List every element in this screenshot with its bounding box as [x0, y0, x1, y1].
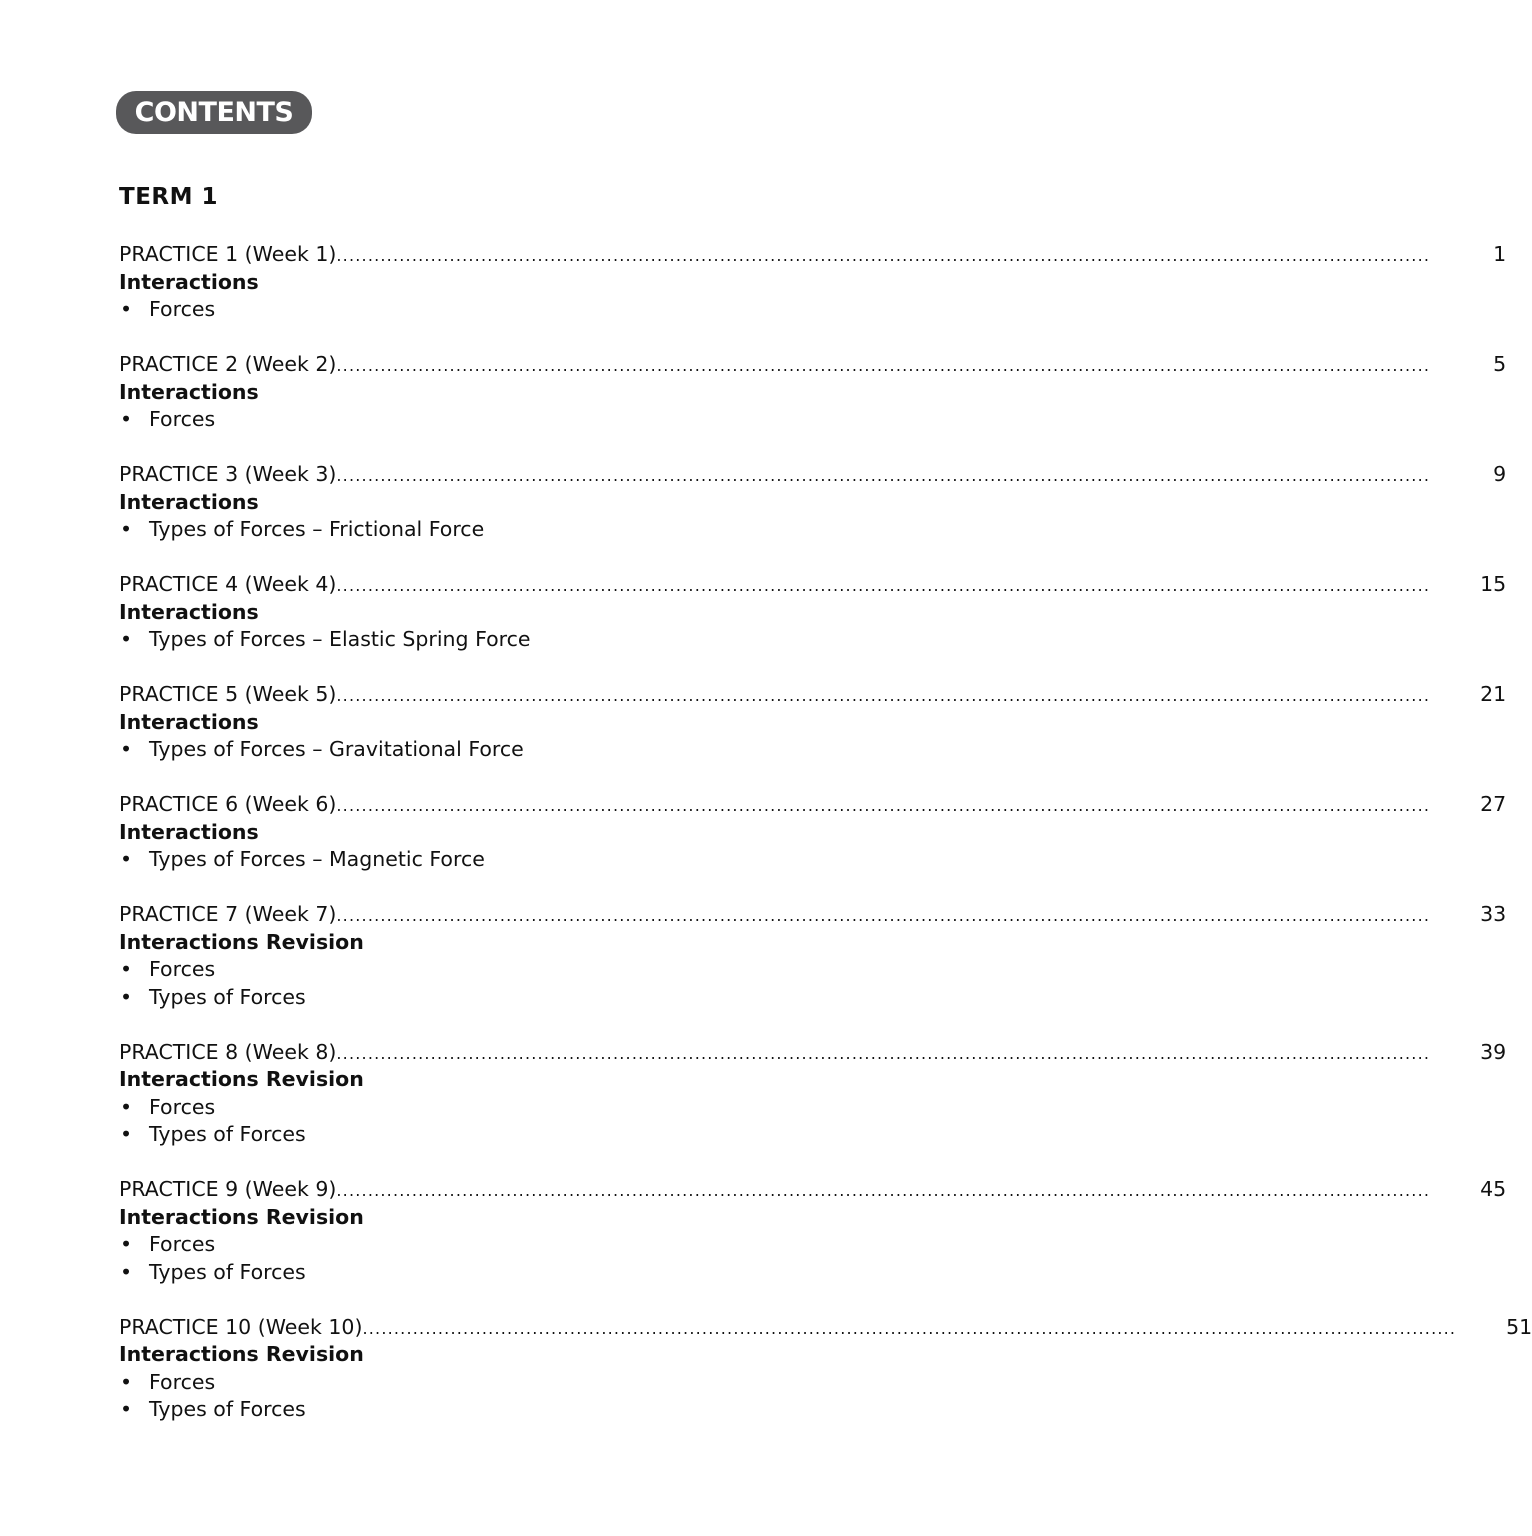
bullet-icon: • [120, 1122, 133, 1146]
toc-page-number[interactable]: 27 [1480, 792, 1507, 816]
toc-entry-title-row[interactable] [119, 1039, 1507, 1067]
dot-leader: .............................................................................................................................................................................. [336, 576, 1431, 595]
toc-entry [119, 571, 1507, 654]
toc-bullet-text: Types of Forces – Gravitational Force [149, 737, 524, 761]
dot-leader: .............................................................................................................................................................................. [336, 686, 1431, 705]
toc-bullet-item [119, 296, 996, 324]
toc-bullet-text: Types of Forces [149, 1259, 306, 1284]
toc-bullet-item [119, 1094, 996, 1122]
bullet-icon: • [120, 297, 133, 321]
toc-entry-title-row[interactable] [119, 1314, 1532, 1342]
dot-leader: .............................................................................................................................................................................. [336, 1043, 1431, 1063]
bullet-icon: • [120, 627, 133, 651]
toc-entry [119, 901, 1507, 1011]
toc-page-number[interactable]: 9 [1493, 462, 1507, 486]
toc-entry [119, 241, 1507, 324]
toc-bullet-text: Forces [149, 1094, 216, 1119]
toc-page-number[interactable]: 15 [1480, 572, 1507, 596]
toc-bullet-item [119, 1121, 996, 1149]
toc-page-number[interactable]: 5 [1493, 352, 1507, 376]
bullet-icon: • [120, 1094, 133, 1119]
toc-page-number[interactable]: 1 [1493, 242, 1507, 266]
toc-entry-title-row[interactable] [119, 241, 1507, 269]
toc-entry [119, 1039, 1507, 1149]
toc-bullet-text: Types of Forces – Magnetic Force [149, 847, 485, 871]
bullet-icon: • [120, 407, 133, 431]
toc-entry [119, 1314, 1532, 1424]
toc-entry-title[interactable]: PRACTICE 1 (Week 1) [119, 242, 337, 266]
toc-entry-title[interactable]: PRACTICE 10 (Week 10) [119, 1314, 363, 1339]
toc-entry-topic: Interactions [119, 819, 259, 844]
toc-bullet-text: Types of Forces – Frictional Force [149, 517, 485, 541]
table-of-contents [119, 241, 1532, 1451]
toc-entry-title-row[interactable] [119, 571, 1507, 599]
toc-bullet-text: Forces [149, 1232, 216, 1256]
dot-leader: .............................................................................................................................................................................. [362, 1318, 1457, 1338]
toc-bullet-text: Types of Forces [149, 1397, 306, 1421]
toc-entry-topic: Interactions [119, 709, 259, 734]
toc-bullet-item [119, 846, 996, 874]
toc-bullet-item [119, 626, 996, 654]
toc-bullet-item [119, 984, 996, 1012]
term-heading: TERM 1 [119, 184, 219, 210]
toc-page-number[interactable]: 39 [1480, 1039, 1507, 1064]
toc-entry-title-row[interactable] [119, 351, 1507, 379]
toc-bullet-item [119, 956, 996, 984]
dot-leader: .............................................................................................................................................................................. [336, 466, 1431, 485]
toc-entry [119, 351, 1507, 434]
bullet-icon: • [120, 1259, 133, 1284]
toc-entry-topic: Interactions Revision [119, 929, 364, 954]
toc-entry [119, 791, 1507, 874]
toc-bullet-item [119, 1259, 996, 1287]
toc-page-number[interactable]: 21 [1480, 682, 1507, 706]
toc-entry-topic: Interactions Revision [119, 1067, 364, 1091]
toc-entry-title[interactable]: PRACTICE 5 (Week 5) [119, 682, 337, 706]
toc-entry [119, 681, 1507, 764]
toc-bullet-item [119, 406, 996, 434]
toc-entry-title[interactable]: PRACTICE 6 (Week 6) [119, 792, 337, 816]
toc-entry-title-row[interactable] [119, 681, 1507, 709]
toc-bullet-item [119, 736, 996, 764]
toc-bullet-item [119, 1396, 996, 1424]
toc-bullet-item [119, 1369, 996, 1397]
contents-badge: CONTENTS [116, 91, 312, 134]
toc-bullet-text: Forces [149, 1369, 216, 1394]
toc-bullet-text: Types of Forces [149, 1122, 306, 1146]
toc-entry-title[interactable]: PRACTICE 2 (Week 2) [119, 352, 337, 376]
bullet-icon: • [120, 847, 133, 871]
toc-page-number[interactable]: 45 [1480, 1177, 1507, 1201]
toc-bullet-text: Forces [149, 957, 216, 981]
dot-leader: .............................................................................................................................................................................. [336, 246, 1431, 265]
bullet-icon: • [120, 517, 133, 541]
toc-entry-topic: Interactions [119, 599, 259, 624]
toc-entry-topic: Interactions [119, 489, 259, 514]
toc-entry-title[interactable]: PRACTICE 7 (Week 7) [119, 902, 337, 926]
bullet-icon: • [120, 1397, 133, 1421]
toc-bullet-item [119, 516, 996, 544]
toc-page-number[interactable]: 33 [1480, 902, 1507, 926]
dot-leader: .............................................................................................................................................................................. [336, 1181, 1431, 1200]
toc-entry-title[interactable]: PRACTICE 4 (Week 4) [119, 572, 337, 596]
bullet-icon: • [120, 1369, 133, 1394]
toc-entry-topic: Interactions Revision [119, 1204, 364, 1229]
toc-entry-title[interactable]: PRACTICE 8 (Week 8) [119, 1039, 337, 1064]
toc-bullet-text: Forces [149, 407, 216, 431]
toc-bullet-item [119, 1231, 996, 1259]
toc-entry-title[interactable]: PRACTICE 9 (Week 9) [119, 1177, 337, 1201]
bullet-icon: • [120, 984, 133, 1009]
toc-page-number[interactable]: 51 [1506, 1314, 1532, 1339]
bullet-icon: • [120, 957, 133, 981]
toc-entry [119, 1176, 1507, 1286]
bullet-icon: • [120, 1232, 133, 1256]
dot-leader: .............................................................................................................................................................................. [336, 356, 1431, 375]
toc-entry-topic: Interactions [119, 269, 259, 294]
toc-bullet-text: Forces [149, 297, 216, 321]
dot-leader: .............................................................................................................................................................................. [336, 796, 1431, 815]
toc-entry-topic: Interactions Revision [119, 1342, 364, 1366]
toc-entry-title-row[interactable] [119, 791, 1507, 819]
toc-bullet-text: Types of Forces – Elastic Spring Force [149, 627, 531, 651]
toc-entry-title-row[interactable] [119, 901, 1507, 929]
toc-bullet-text: Types of Forces [149, 984, 306, 1009]
toc-entry-title[interactable]: PRACTICE 3 (Week 3) [119, 462, 337, 486]
toc-entry [119, 461, 1507, 544]
toc-entry-topic: Interactions [119, 379, 259, 404]
bullet-icon: • [120, 737, 133, 761]
dot-leader: .............................................................................................................................................................................. [336, 906, 1431, 925]
toc-entry-title-row[interactable] [119, 1176, 1507, 1204]
toc-entry-title-row[interactable] [119, 461, 1507, 489]
